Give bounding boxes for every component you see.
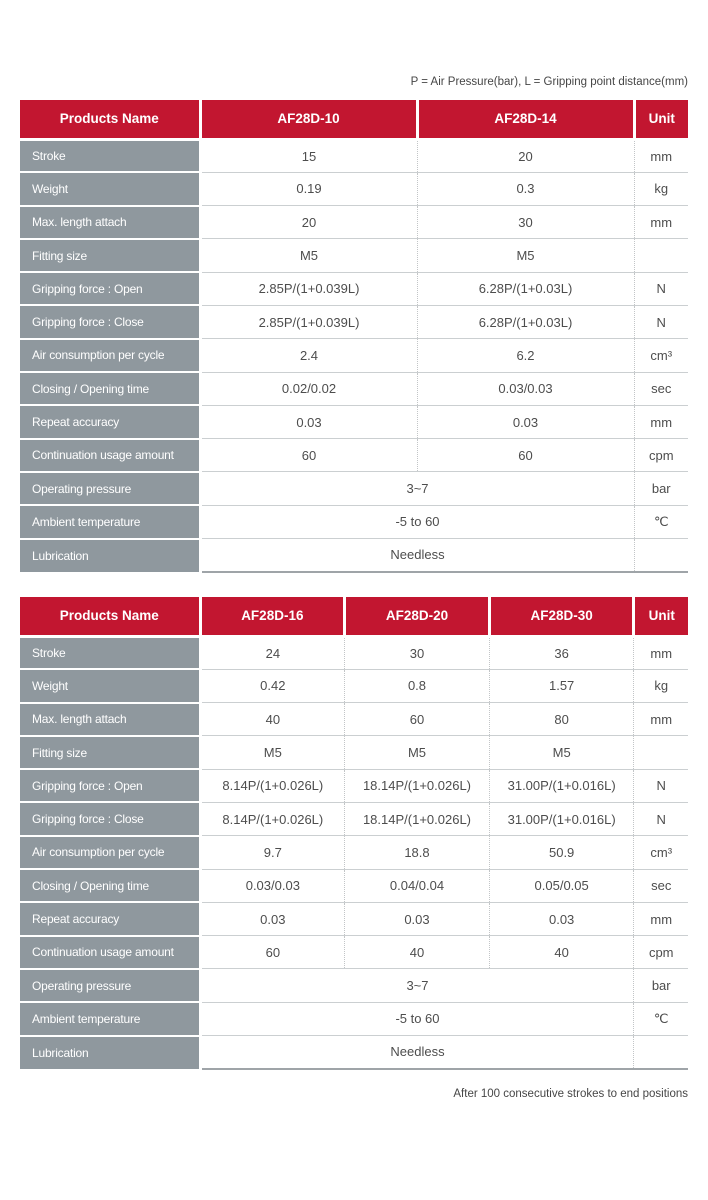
- row-label: Gripping force : Open: [20, 769, 200, 802]
- spec-value-cell: 0.03: [417, 405, 634, 438]
- spec-value-cell: 0.42: [200, 669, 345, 702]
- header-row: [20, 100, 688, 139]
- unit-cell: ℃: [634, 1002, 688, 1035]
- spec-value-cell: Needless: [200, 1036, 634, 1069]
- row-label: Air consumption per cycle: [20, 339, 200, 372]
- spec-value-cell: M5: [200, 239, 417, 272]
- row-label: Weight: [20, 669, 200, 702]
- product-column-header: AF28D-16: [200, 597, 345, 636]
- consecutive-strokes-note: After 100 consecutive strokes to end positions: [453, 1088, 688, 1100]
- spec-value-cell: 9.7: [200, 836, 345, 869]
- unit-cell: bar: [634, 969, 688, 1002]
- unit-cell: ℃: [634, 505, 688, 538]
- table-row: [20, 239, 688, 272]
- spec-value-cell: 18.8: [345, 836, 490, 869]
- table-row: [20, 172, 688, 205]
- table-row: [20, 669, 688, 702]
- row-label: Stroke: [20, 636, 200, 669]
- row-label: Ambient temperature: [20, 505, 200, 538]
- spec-value-cell: 0.19: [200, 172, 417, 205]
- spec-value-cell: 2.85P/(1+0.039L): [200, 272, 417, 305]
- spec-value-cell: 0.05/0.05: [489, 869, 634, 902]
- unit-cell: mm: [634, 405, 688, 438]
- row-label: Stroke: [20, 139, 200, 172]
- table-row: [20, 869, 688, 902]
- row-label: Fitting size: [20, 736, 200, 769]
- table-row: [20, 969, 688, 1002]
- table-row: [20, 902, 688, 935]
- unit-cell: N: [634, 305, 688, 338]
- spec-value-cell: 18.14P/(1+0.026L): [345, 769, 490, 802]
- product-column-header: AF28D-20: [345, 597, 490, 636]
- table-row: [20, 439, 688, 472]
- spec-value-cell: 1.57: [489, 669, 634, 702]
- unit-cell: [634, 539, 688, 572]
- table-row: [20, 703, 688, 736]
- products-name-header: Products Name: [20, 100, 200, 139]
- row-label: Max. length attach: [20, 206, 200, 239]
- row-label: Repeat accuracy: [20, 902, 200, 935]
- table-row: [20, 1036, 688, 1069]
- unit-cell: kg: [634, 669, 688, 702]
- unit-cell: mm: [634, 703, 688, 736]
- spec-value-cell: 31.00P/(1+0.016L): [489, 802, 634, 835]
- table-row: [20, 505, 688, 538]
- spec-table-af28d-10-14: [20, 100, 688, 573]
- table-row: [20, 936, 688, 969]
- unit-cell: [634, 1036, 688, 1069]
- spec-value-cell: 30: [345, 636, 490, 669]
- unit-cell: mm: [634, 206, 688, 239]
- unit-cell: N: [634, 272, 688, 305]
- spec-value-cell: -5 to 60: [200, 1002, 634, 1035]
- unit-header: Unit: [634, 100, 688, 139]
- spec-value-cell: M5: [345, 736, 490, 769]
- pressure-legend-note: P = Air Pressure(bar), L = Gripping point distance(mm): [410, 76, 688, 88]
- row-label: Max. length attach: [20, 703, 200, 736]
- spec-value-cell: 31.00P/(1+0.016L): [489, 769, 634, 802]
- spec-value-cell: 40: [489, 936, 634, 969]
- spec-value-cell: 0.03/0.03: [417, 372, 634, 405]
- table-row: [20, 472, 688, 505]
- spec-value-cell: 6.2: [417, 339, 634, 372]
- spec-table-af28d-16-20-30: [20, 597, 688, 1070]
- unit-cell: N: [634, 769, 688, 802]
- spec-value-cell: 0.03: [200, 902, 345, 935]
- table-row: [20, 305, 688, 338]
- spec-value-cell: 36: [489, 636, 634, 669]
- spec-value-cell: 8.14P/(1+0.026L): [200, 769, 345, 802]
- product-column-header: AF28D-14: [417, 100, 634, 139]
- row-label: Air consumption per cycle: [20, 836, 200, 869]
- spec-value-cell: 60: [417, 439, 634, 472]
- unit-cell: cm³: [634, 836, 688, 869]
- spec-value-cell: 0.02/0.02: [200, 372, 417, 405]
- spec-value-cell: 24: [200, 636, 345, 669]
- spec-value-cell: 6.28P/(1+0.03L): [417, 305, 634, 338]
- row-label: Closing / Opening time: [20, 372, 200, 405]
- spec-value-cell: M5: [417, 239, 634, 272]
- spec-value-cell: 60: [200, 439, 417, 472]
- spec-value-cell: 0.03: [200, 405, 417, 438]
- row-label: Lubrication: [20, 539, 200, 572]
- row-label: Gripping force : Close: [20, 802, 200, 835]
- unit-cell: sec: [634, 869, 688, 902]
- table-row: [20, 802, 688, 835]
- spec-value-cell: 50.9: [489, 836, 634, 869]
- spec-value-cell: 2.85P/(1+0.039L): [200, 305, 417, 338]
- unit-cell: sec: [634, 372, 688, 405]
- spec-value-cell: 0.03: [489, 902, 634, 935]
- spec-value-cell: 15: [200, 139, 417, 172]
- table-row: [20, 139, 688, 172]
- row-label: Weight: [20, 172, 200, 205]
- spec-value-cell: 0.03: [345, 902, 490, 935]
- spec-value-cell: 0.3: [417, 172, 634, 205]
- row-label: Operating pressure: [20, 472, 200, 505]
- spec-value-cell: M5: [489, 736, 634, 769]
- unit-cell: [634, 736, 688, 769]
- spec-value-cell: 3~7: [200, 472, 634, 505]
- spec-value-cell: 30: [417, 206, 634, 239]
- row-label: Operating pressure: [20, 969, 200, 1002]
- spec-value-cell: 3~7: [200, 969, 634, 1002]
- table-row: [20, 836, 688, 869]
- spec-value-cell: 60: [200, 936, 345, 969]
- table-row: [20, 405, 688, 438]
- spec-value-cell: M5: [200, 736, 345, 769]
- unit-cell: bar: [634, 472, 688, 505]
- unit-header: Unit: [634, 597, 688, 636]
- table-row: [20, 206, 688, 239]
- spec-value-cell: 60: [345, 703, 490, 736]
- unit-cell: mm: [634, 636, 688, 669]
- table-row: [20, 1002, 688, 1035]
- spec-value-cell: 80: [489, 703, 634, 736]
- table-row: [20, 636, 688, 669]
- unit-cell: cm³: [634, 339, 688, 372]
- row-label: Gripping force : Close: [20, 305, 200, 338]
- unit-cell: [634, 239, 688, 272]
- spec-value-cell: 8.14P/(1+0.026L): [200, 802, 345, 835]
- unit-cell: mm: [634, 902, 688, 935]
- unit-cell: cpm: [634, 439, 688, 472]
- spec-value-cell: 0.03/0.03: [200, 869, 345, 902]
- spec-value-cell: 2.4: [200, 339, 417, 372]
- header-row: [20, 597, 688, 636]
- spec-value-cell: 0.04/0.04: [345, 869, 490, 902]
- spec-value-cell: 18.14P/(1+0.026L): [345, 802, 490, 835]
- row-label: Continuation usage amount: [20, 936, 200, 969]
- spec-value-cell: 40: [200, 703, 345, 736]
- product-column-header: AF28D-10: [200, 100, 417, 139]
- unit-cell: mm: [634, 139, 688, 172]
- table-row: [20, 539, 688, 572]
- table-row: [20, 372, 688, 405]
- table-row: [20, 769, 688, 802]
- spec-value-cell: 20: [200, 206, 417, 239]
- table-row: [20, 272, 688, 305]
- spec-value-cell: 0.8: [345, 669, 490, 702]
- spec-value-cell: 20: [417, 139, 634, 172]
- row-label: Ambient temperature: [20, 1002, 200, 1035]
- row-label: Lubrication: [20, 1036, 200, 1069]
- spec-value-cell: 6.28P/(1+0.03L): [417, 272, 634, 305]
- table-row: [20, 736, 688, 769]
- row-label: Gripping force : Open: [20, 272, 200, 305]
- row-label: Repeat accuracy: [20, 405, 200, 438]
- product-column-header: AF28D-30: [489, 597, 634, 636]
- spec-value-cell: -5 to 60: [200, 505, 634, 538]
- spec-value-cell: 40: [345, 936, 490, 969]
- row-label: Closing / Opening time: [20, 869, 200, 902]
- table-row: [20, 339, 688, 372]
- row-label: Continuation usage amount: [20, 439, 200, 472]
- row-label: Fitting size: [20, 239, 200, 272]
- unit-cell: N: [634, 802, 688, 835]
- unit-cell: kg: [634, 172, 688, 205]
- unit-cell: cpm: [634, 936, 688, 969]
- products-name-header: Products Name: [20, 597, 200, 636]
- spec-value-cell: Needless: [200, 539, 634, 572]
